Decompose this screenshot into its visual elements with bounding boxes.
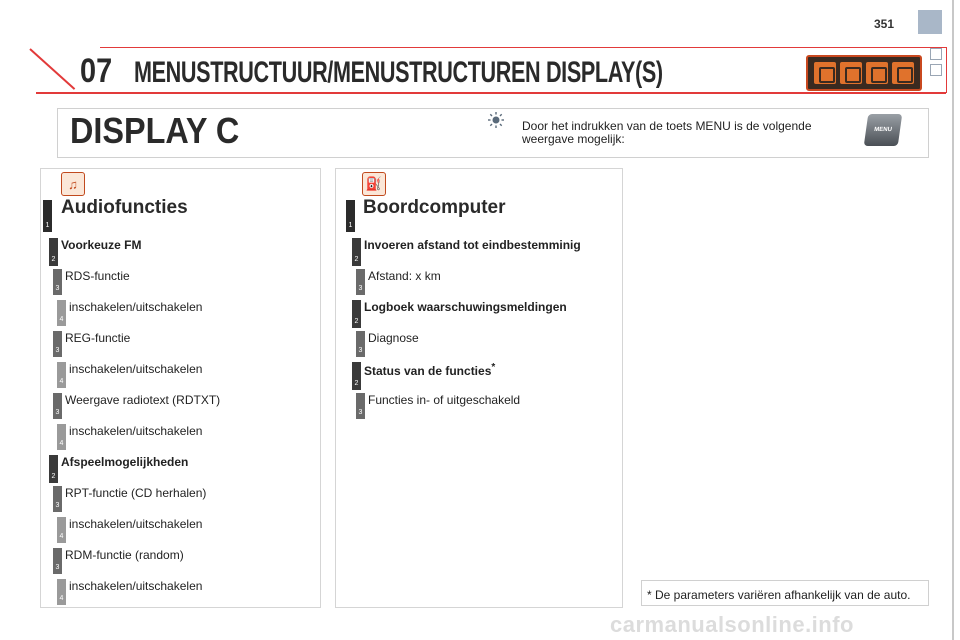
- menu-item-label: inschakelen/uitschakelen: [69, 300, 203, 314]
- menu-item: [364, 362, 495, 378]
- page-corner-square: [930, 48, 942, 60]
- computer-panel: [335, 168, 623, 608]
- page-corner-square: [930, 64, 942, 76]
- menu-item-label: Logboek waarschuwingsmeldingen: [364, 300, 567, 314]
- menu-item: [69, 300, 202, 314]
- menu-item: [65, 331, 130, 345]
- menu-item-label: Diagnose: [368, 331, 419, 345]
- computer-panel-title: Boordcomputer: [363, 197, 506, 218]
- header-diagonal: [29, 48, 75, 90]
- level-marker: 4: [57, 300, 66, 326]
- level-marker: 4: [57, 362, 66, 388]
- menu-item-label: inschakelen/uitschakelen: [69, 362, 203, 376]
- settings-mini-icon: [866, 62, 888, 84]
- music-note-icon: ♫: [61, 172, 85, 196]
- menu-key-icon: MENU: [864, 114, 902, 146]
- header-frame-top: [100, 47, 946, 48]
- level-marker: 1: [43, 200, 52, 232]
- menu-item: [368, 393, 520, 407]
- menu-item: [69, 424, 202, 438]
- sun-bulb-icon: [486, 110, 506, 130]
- menu-item-label: inschakelen/uitschakelen: [69, 517, 203, 531]
- header-underline: [36, 92, 946, 94]
- level-marker: 4: [57, 517, 66, 543]
- level-marker: 2: [352, 238, 361, 266]
- menu-item: [65, 548, 184, 562]
- menu-item: [368, 269, 441, 283]
- watermark-text: carmanualsonline.info: [610, 612, 854, 637]
- level-marker: 1: [346, 200, 355, 232]
- level-marker: 2: [49, 455, 58, 483]
- menu-item-label: Weergave radiotext (RDTXT): [65, 393, 221, 407]
- audio-panel: [40, 168, 321, 608]
- page-number: 351: [874, 17, 895, 31]
- menu-item: [69, 362, 202, 376]
- level-marker: 2: [352, 300, 361, 328]
- level-marker: 2: [352, 362, 361, 390]
- chapter-title: MENUSTRUCTUUR/MENUSTRUCTUREN DISPLAY(S): [134, 56, 663, 89]
- display-icons-strip: [806, 55, 922, 91]
- level-marker: 3: [356, 269, 365, 295]
- menu-item: [69, 579, 202, 593]
- menu-item: [61, 455, 188, 469]
- menu-item: [364, 238, 581, 252]
- level-marker: 3: [53, 548, 62, 574]
- menu-item: [65, 393, 220, 407]
- header-frame-right: [946, 47, 947, 93]
- level-marker: 3: [53, 486, 62, 512]
- menu-item: [61, 238, 141, 252]
- menu-item-label: Voorkeuze FM: [61, 238, 142, 252]
- menu-item-label: Afspeelmogelijkheden: [61, 455, 189, 469]
- phone-mini-icon: [892, 62, 914, 84]
- menu-item: [364, 300, 567, 314]
- footnote-text: * De parameters variëren afhankelijk van de auto.: [647, 588, 911, 602]
- menu-item-label: inschakelen/uitschakelen: [69, 424, 203, 438]
- level-marker: 3: [356, 331, 365, 357]
- menu-item: [65, 486, 206, 500]
- menu-item-label: Afstand: x km: [368, 269, 441, 283]
- level-marker: 2: [49, 238, 58, 266]
- level-marker: 4: [57, 579, 66, 605]
- level-marker: 3: [53, 331, 62, 357]
- computer-mini-icon: [840, 62, 862, 84]
- menu-item-label: Functies in- of uitgeschakeld: [368, 393, 521, 407]
- menu-item: [65, 269, 130, 283]
- page-edge-rule: [952, 0, 954, 640]
- level-marker: 3: [356, 393, 365, 419]
- menu-item: [368, 331, 419, 345]
- audio-mini-icon: [814, 62, 836, 84]
- page-corner-tab: [918, 10, 942, 34]
- menu-item-label: REG-functie: [65, 331, 131, 345]
- chapter-number: 07: [80, 52, 113, 90]
- menu-item: [69, 517, 202, 531]
- menu-item-label: RDM-functie (random): [65, 548, 184, 562]
- menu-item-label: Invoeren afstand tot eindbestemminig: [364, 238, 581, 252]
- fuel-pump-icon: ⛽: [362, 172, 386, 196]
- audio-panel-title: Audiofuncties: [61, 197, 188, 218]
- level-marker: 3: [53, 393, 62, 419]
- level-marker: 4: [57, 424, 66, 450]
- menu-item-label: RDS-functie: [65, 269, 130, 283]
- menu-item-label: RPT-functie (CD herhalen): [65, 486, 207, 500]
- display-title: DISPLAY C: [70, 110, 240, 151]
- footnote-marker: *: [491, 362, 496, 373]
- menu-item-label: inschakelen/uitschakelen: [69, 579, 203, 593]
- level-marker: 3: [53, 269, 62, 295]
- menu-item-label: Status van de functies: [364, 364, 492, 378]
- intro-text: Door het indrukken van de toets MENU is de volgende weergave mogelijk:: [522, 119, 812, 146]
